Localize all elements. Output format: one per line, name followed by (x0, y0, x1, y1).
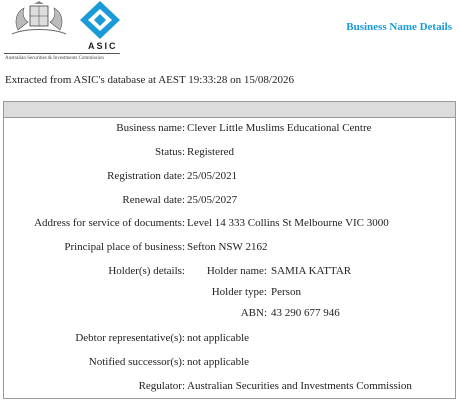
detail-label: Principal place of business: (64, 241, 185, 253)
holder-value: SAMIA KATTAR (271, 265, 352, 277)
detail-value: Clever Little Muslims Educational Centre (187, 122, 372, 134)
asic-logo (0, 0, 130, 66)
detail-value: Sefton NSW 2162 (187, 241, 268, 253)
detail-value: 25/05/2021 (187, 170, 238, 182)
detail-value: not applicable (187, 332, 250, 344)
holder-label: ABN: (240, 307, 267, 319)
page-title: Business Name Details (346, 21, 452, 33)
extracted-timestamp: Extracted from ASIC's database at AEST 19:33:28 on 15/08/2026 (5, 74, 294, 86)
asic-wordmark: ASIC (88, 41, 118, 51)
logo-subtitle: Australian Securities & Investments Commission (5, 56, 104, 61)
detail-label: Business name: (116, 122, 185, 134)
asic-diamond-icon (78, 0, 122, 40)
detail-value: Australian Securities and Investments Commission (187, 380, 412, 392)
detail-value: not applicable (187, 356, 250, 368)
detail-label: Registration date: (107, 170, 185, 182)
detail-label: Renewal date: (122, 194, 185, 206)
details-panel (3, 101, 456, 399)
logo-divider (4, 53, 120, 54)
detail-value: 25/05/2027 (187, 194, 238, 206)
holder-value: Person (271, 286, 301, 298)
holder-label: Holder type: (211, 286, 267, 298)
detail-label: Address for service of documents: (34, 217, 185, 229)
detail-value: Level 14 333 Collins St Melbourne VIC 3000 (187, 217, 389, 229)
detail-label: Debtor representative(s): (75, 332, 185, 344)
detail-value: Registered (187, 146, 235, 158)
coat-of-arms-icon (8, 0, 70, 36)
detail-label: Holder(s) details: (108, 265, 185, 277)
holder-value: 43 290 677 946 (271, 307, 340, 319)
holder-label: Holder name: (206, 265, 267, 277)
detail-label: Notified successor(s): (88, 356, 185, 368)
detail-label: Status: (155, 146, 185, 158)
detail-label: Regulator: (138, 380, 185, 392)
panel-header-bar (4, 102, 455, 118)
